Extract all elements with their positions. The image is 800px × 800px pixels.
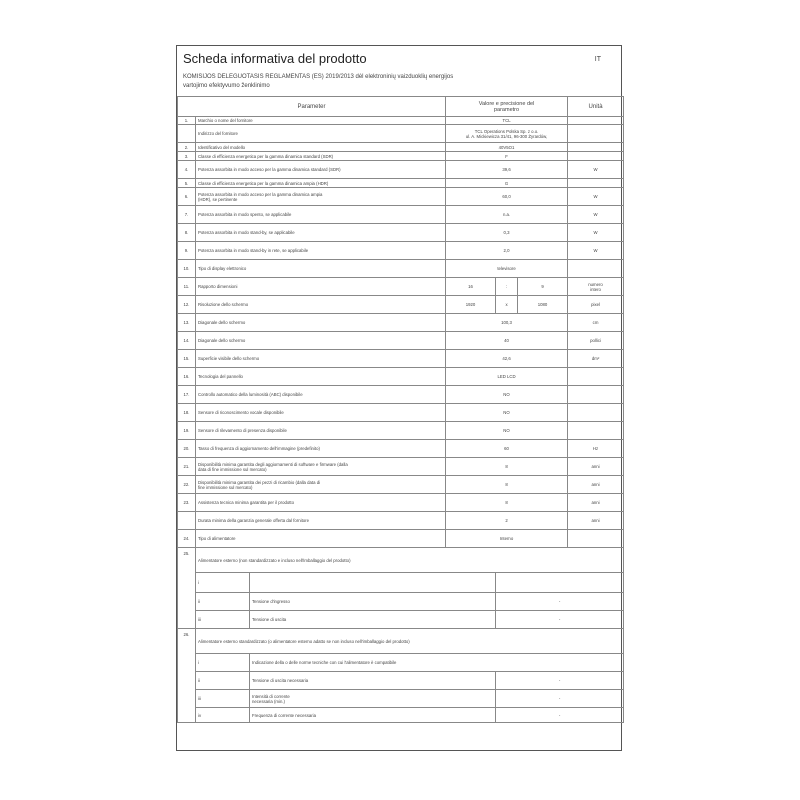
row-value: G — [446, 179, 568, 188]
row-number: 21. — [178, 458, 196, 476]
regulation-line-2: vartojimo efektyvumo ženklinimo — [183, 83, 270, 89]
table-header-row — [178, 97, 624, 117]
row-number: 22. — [178, 476, 196, 494]
row-unit-line-2: intero — [590, 286, 601, 292]
table-row — [178, 530, 624, 548]
row-parameter: Rapporto dimensioni — [196, 278, 446, 296]
row-number: 7. — [178, 206, 196, 224]
row-value: 60,0 — [446, 188, 568, 206]
table-row — [178, 224, 624, 242]
product-information-sheet — [176, 45, 622, 751]
row-number: 19. — [178, 422, 196, 440]
row-value: 60 — [446, 440, 568, 458]
row-value-part: 1080 — [518, 296, 568, 314]
row-value: 8 — [446, 458, 568, 476]
section-heading: Alimentatore esterno standardizzato (o alimentatore esterno adatto se non incluso nell'imballaggio del prodotto) — [196, 629, 624, 654]
row-unit — [568, 530, 624, 548]
row-unit — [568, 260, 624, 278]
table-row — [178, 117, 624, 125]
table-row — [178, 179, 624, 188]
sub-row-value: - — [496, 708, 624, 723]
row-parameter: Durata minima della garanzia generale offerta dal fornitore — [196, 512, 446, 530]
row-number: 14. — [178, 332, 196, 350]
row-value-separator: x — [496, 296, 518, 314]
row-number: 11. — [178, 278, 196, 296]
sub-row — [178, 690, 624, 708]
table-row — [178, 332, 624, 350]
row-unit — [568, 386, 624, 404]
row-value: 40V5O1 — [446, 143, 568, 152]
row-number: 12. — [178, 296, 196, 314]
table-row — [178, 458, 624, 476]
row-unit: anni — [568, 512, 624, 530]
table-row — [178, 404, 624, 422]
row-parameter: Diagonale dello schermo — [196, 314, 446, 332]
row-parameter: Sensore di rilevamento di presenza disponibile — [196, 422, 446, 440]
row-unit: anni — [568, 458, 624, 476]
sub-row — [178, 672, 624, 690]
header-unit: Unità — [568, 97, 624, 117]
row-number: 5. — [178, 179, 196, 188]
row-unit: anni — [568, 494, 624, 512]
row-unit — [568, 152, 624, 161]
row-parameter-line-2: fine immissione sul mercato) — [198, 484, 253, 490]
table-row — [178, 386, 624, 404]
row-number: 23. — [178, 494, 196, 512]
row-number: 17. — [178, 386, 196, 404]
row-number: 2. — [178, 143, 196, 152]
row-value-line-1: TCL Operations Polska Sp. z o.o. — [474, 128, 539, 134]
row-value: Interno — [446, 530, 568, 548]
row-number: 13. — [178, 314, 196, 332]
row-value-part: 16 — [446, 278, 496, 296]
row-value: NO — [446, 404, 568, 422]
row-number: 9. — [178, 242, 196, 260]
row-parameter: Tipo di display elettronico — [196, 260, 446, 278]
sub-row — [178, 573, 624, 593]
table-row — [178, 152, 624, 161]
row-parameter: Marchio o nome del fornitore — [196, 117, 446, 125]
sub-row-value: - — [496, 690, 624, 708]
row-value-line-2: ul. A. Mickiewicza 31/41, 96-300 Żyrardów, — [465, 133, 548, 139]
row-value: NO — [446, 422, 568, 440]
row-value: NO — [446, 386, 568, 404]
row-parameter: Potenza assorbita in modo spento, se applicabile — [196, 206, 446, 224]
sub-row-index: i — [196, 654, 250, 672]
table-row — [178, 422, 624, 440]
row-value-part: 1920 — [446, 296, 496, 314]
sub-row-parameter-line-2: necessaria (min.) — [252, 698, 285, 704]
row-unit: dm² — [568, 350, 624, 368]
row-parameter: Classe di efficienza energetica per la gamma dinamica ampia (HDR) — [196, 179, 446, 188]
row-unit: W — [568, 242, 624, 260]
row-parameter — [196, 458, 446, 476]
row-parameter: Indirizzo del fornitore — [196, 125, 446, 143]
section-number: 25. — [178, 548, 196, 629]
sub-row — [178, 611, 624, 629]
row-parameter-line-2: (HDR), se pertinente — [198, 196, 238, 202]
section-heading: Alimentatore esterno (non standardizzato e incluso nell'imballaggio del prodotto) — [196, 548, 624, 573]
row-parameter: Controllo automatico della luminosità (ABC) disponibile — [196, 386, 446, 404]
row-value: 2,0 — [446, 242, 568, 260]
row-unit — [568, 117, 624, 125]
row-number: 15. — [178, 350, 196, 368]
row-value: 8 — [446, 494, 568, 512]
table-row — [178, 440, 624, 458]
sub-row-parameter — [250, 690, 496, 708]
row-unit: Hz — [568, 440, 624, 458]
sub-row-parameter: Tensione di uscita necessaria — [250, 672, 496, 690]
table-row — [178, 206, 624, 224]
row-number: 4. — [178, 161, 196, 179]
row-value: TCL — [446, 117, 568, 125]
row-unit — [568, 125, 624, 143]
row-value: F — [446, 152, 568, 161]
table-row — [178, 242, 624, 260]
row-value-part: 9 — [518, 278, 568, 296]
sub-row-index: ii — [196, 593, 250, 611]
row-parameter: Diagonale dello schermo — [196, 332, 446, 350]
row-unit: pixel — [568, 296, 624, 314]
row-unit — [568, 278, 624, 296]
sub-row-index: iii — [196, 690, 250, 708]
row-unit — [568, 143, 624, 152]
table-row — [178, 296, 624, 314]
header-value — [446, 97, 568, 117]
table-row — [178, 188, 624, 206]
row-parameter: Tasso di frequenza di aggiornamento dell'immagine (predefinito) — [196, 440, 446, 458]
table-row — [178, 314, 624, 332]
row-number: 16. — [178, 368, 196, 386]
row-parameter: Assistenza tecnica minima garantita per il prodotto — [196, 494, 446, 512]
row-value: 42,6 — [446, 350, 568, 368]
sub-row-parameter — [250, 573, 496, 593]
regulation-reference — [183, 73, 563, 91]
row-parameter: Potenza assorbita in modo stand-by, se applicabile — [196, 224, 446, 242]
header-value-line-1: Valore e precisione del — [478, 100, 535, 107]
row-unit — [568, 422, 624, 440]
sub-row-index: i — [196, 573, 250, 593]
row-parameter: Tipo di alimentatore — [196, 530, 446, 548]
table-row — [178, 125, 624, 143]
row-unit: W — [568, 224, 624, 242]
row-value — [446, 125, 568, 143]
row-parameter: Classe di efficienza energetica per la gamma dinamica standard (SDR) — [196, 152, 446, 161]
sub-row-parameter: Tensione d'ingresso — [250, 593, 496, 611]
row-unit: anni — [568, 476, 624, 494]
sub-row-parameter: Frequenza di corrente necessaria — [250, 708, 496, 723]
sub-row-parameter: Indicazione della o delle norme tecniche con cui l'alimentatore è compatibile — [250, 654, 624, 672]
parameter-table — [177, 96, 624, 723]
row-parameter-line-1: Disponibilità minima garantita dei pezzi di ricambio (dalla data di — [198, 479, 321, 485]
row-number: 18. — [178, 404, 196, 422]
row-value-separator: : — [496, 278, 518, 296]
row-parameter: Superficie visibile dello schermo — [196, 350, 446, 368]
row-unit — [568, 179, 624, 188]
sheet-title: Scheda informativa del prodotto — [183, 51, 367, 66]
table-row — [178, 143, 624, 152]
sub-row — [178, 654, 624, 672]
row-value: 100,3 — [446, 314, 568, 332]
row-unit — [568, 368, 624, 386]
sub-row-value: - — [496, 593, 624, 611]
row-value: 39,6 — [446, 161, 568, 179]
section-heading-row — [178, 629, 624, 654]
row-number: 3. — [178, 152, 196, 161]
row-number: 1. — [178, 117, 196, 125]
sub-row-value: - — [496, 611, 624, 629]
row-parameter — [196, 188, 446, 206]
table-row — [178, 368, 624, 386]
row-value: 0,3 — [446, 224, 568, 242]
row-number: 6. — [178, 188, 196, 206]
table-row — [178, 350, 624, 368]
row-unit: pollici — [568, 332, 624, 350]
row-value: 2 — [446, 512, 568, 530]
row-value: 40 — [446, 332, 568, 350]
header-value-line-2: parametro — [493, 106, 520, 113]
table-row — [178, 161, 624, 179]
row-unit: W — [568, 206, 624, 224]
row-unit — [568, 404, 624, 422]
sub-row-parameter-line-1: Intensità di corrente — [252, 693, 290, 699]
sub-row-index: ii — [196, 672, 250, 690]
section-heading-row — [178, 548, 624, 573]
row-value: LED LCD — [446, 368, 568, 386]
row-parameter: Identificativo del modello — [196, 143, 446, 152]
row-value: n.a. — [446, 206, 568, 224]
row-parameter: Potenza assorbita in modo acceso per la gamma dinamica standard (SDR) — [196, 161, 446, 179]
section-number: 26. — [178, 629, 196, 723]
sub-row-index: iii — [196, 611, 250, 629]
row-value: 8 — [446, 476, 568, 494]
row-number — [178, 125, 196, 143]
row-parameter — [196, 476, 446, 494]
row-unit-line-1: numero — [588, 281, 603, 287]
row-parameter: Tecnologia del pannello — [196, 368, 446, 386]
row-parameter: Risoluzione dello schermo — [196, 296, 446, 314]
row-parameter: Sensore di riconoscimento vocale disponibile — [196, 404, 446, 422]
header-parameter: Parameter — [178, 97, 446, 117]
language-code: IT — [594, 56, 601, 63]
sub-row-index: iv — [196, 708, 250, 723]
row-parameter-line-1: Disponibilità minima garantita degli aggiornamenti di software e firmware (dalla — [198, 461, 348, 467]
row-value: televisore — [446, 260, 568, 278]
row-number: 8. — [178, 224, 196, 242]
sub-row-parameter: Tensione di uscita — [250, 611, 496, 629]
row-parameter-line-2: data di fine immissione sul mercato) — [198, 466, 267, 472]
sub-row-value: - — [496, 672, 624, 690]
table-row — [178, 512, 624, 530]
row-parameter-line-1: Potenza assorbita in modo acceso per la gamma dinamica ampia — [198, 191, 323, 197]
row-number: 24. — [178, 530, 196, 548]
row-number: 20. — [178, 440, 196, 458]
table-row — [178, 260, 624, 278]
sub-row — [178, 593, 624, 611]
table-row — [178, 476, 624, 494]
regulation-line-1: KOMISIJOS DELEGUOTASIS REGLAMENTAS (ES) 2019/2013 dėl elektroninių vaizduoklių energijos — [183, 74, 454, 80]
sub-row — [178, 708, 624, 723]
sub-row-value — [496, 573, 624, 593]
row-unit: cm — [568, 314, 624, 332]
row-unit: W — [568, 161, 624, 179]
row-number: 10. — [178, 260, 196, 278]
row-unit: W — [568, 188, 624, 206]
table-row — [178, 494, 624, 512]
row-number — [178, 512, 196, 530]
row-parameter: Potenza assorbita in modo stand-by in rete, se applicabile — [196, 242, 446, 260]
table-row — [178, 278, 624, 296]
